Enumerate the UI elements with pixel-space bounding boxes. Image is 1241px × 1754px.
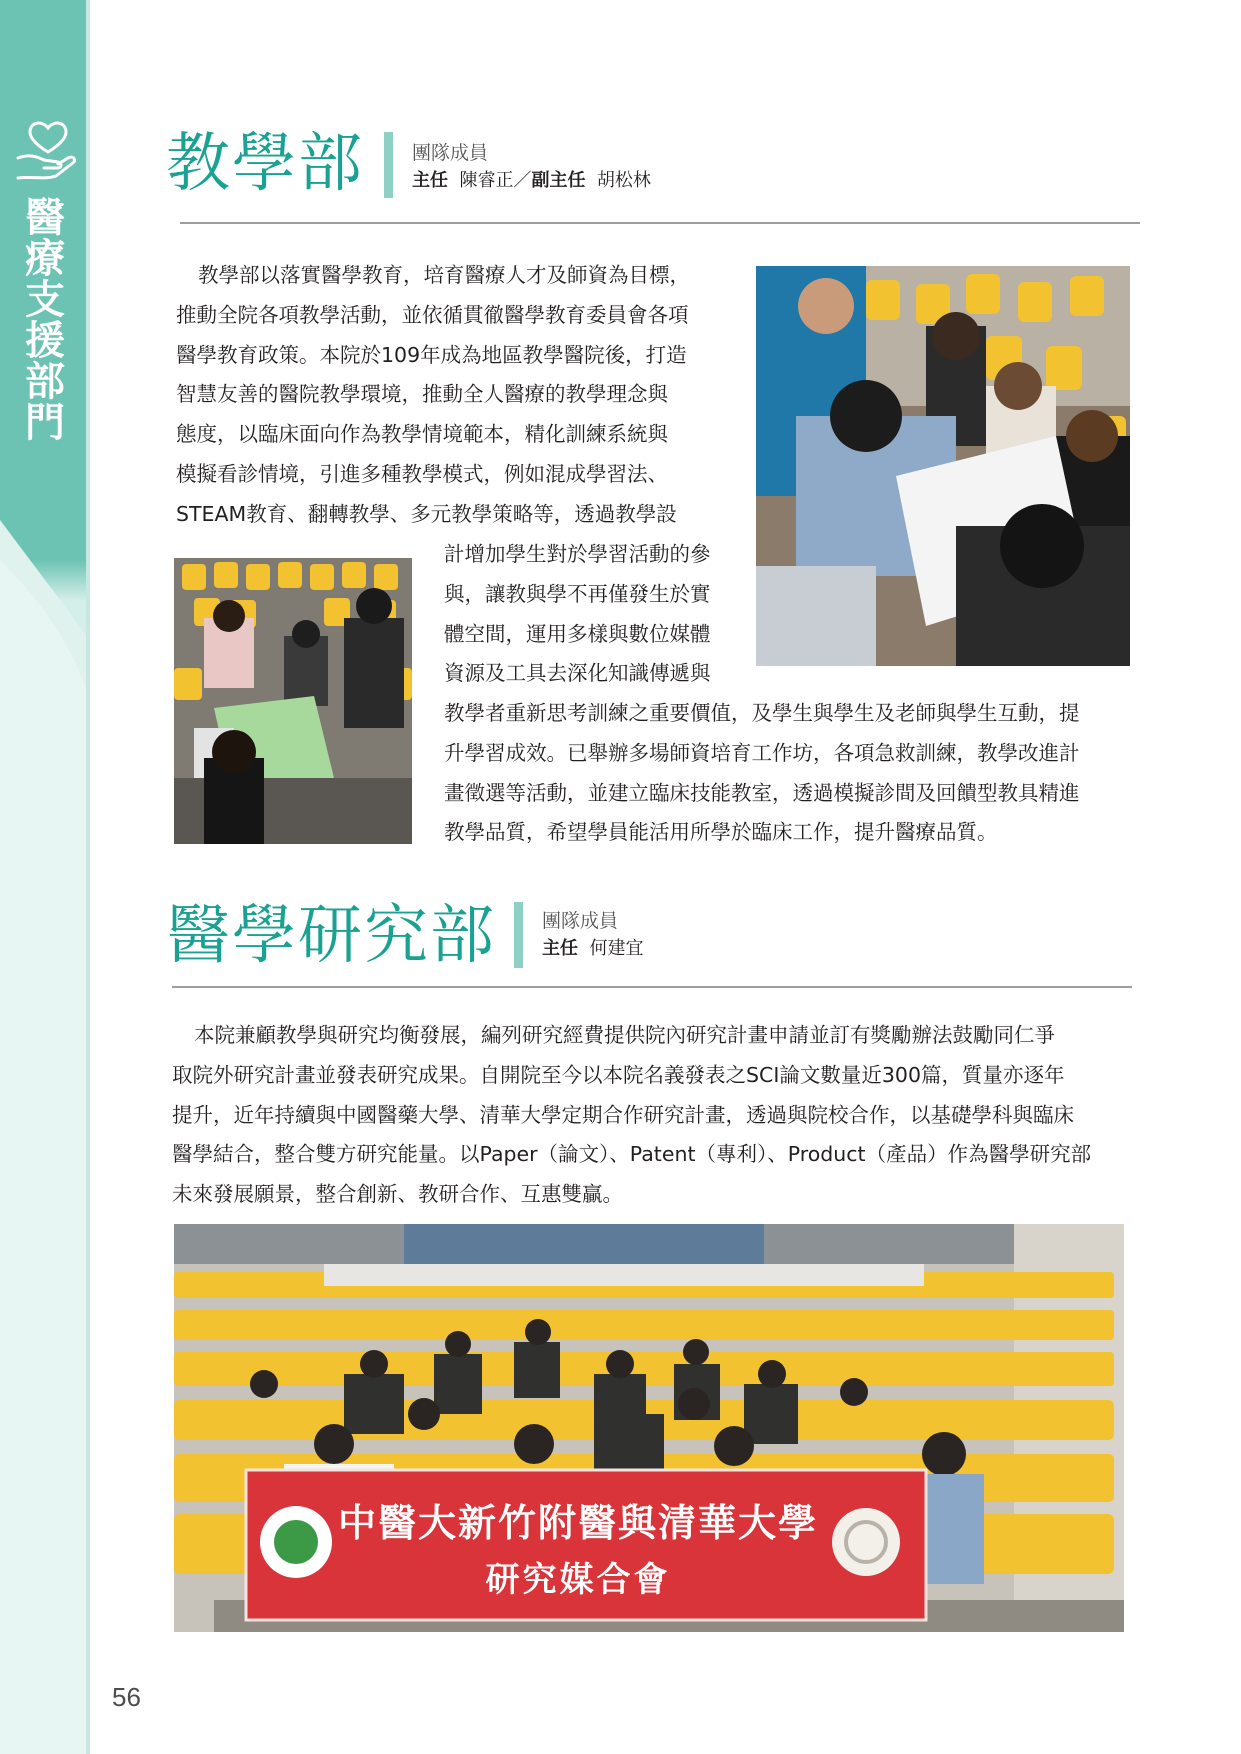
teaching-body-upper [176, 256, 724, 535]
page-number: 56 [112, 1682, 141, 1712]
body-line: 模擬看診情境，引進多種教學模式，例如混成學習法、 [176, 461, 668, 486]
body-line: 取院外研究計畫並發表研究成果。自開院至今以本院名義發表之SCI論文數量近300篇，質量亦逐年 [172, 1062, 1065, 1087]
member-separator: ／ [513, 170, 532, 191]
body-line: 本院兼顧教學與研究均衡發展，編列研究經費提供院內研究計畫申請並訂有獎勵辦法鼓勵同仁爭 [194, 1023, 1055, 1047]
body-line: 提升，近年持續與中國醫藥大學、清華大學定期合作研究計畫，透過與院校合作，以基礎學科與臨床 [172, 1102, 1074, 1127]
teaching-title-bar [384, 132, 393, 198]
sidebar-vertical-title: 醫療支援部門 [25, 195, 65, 446]
research-divider [172, 986, 1132, 988]
banner-text-line1: 中醫大新竹附醫與清華大學 [338, 1500, 819, 1545]
body-line: 體空間，運用多樣與數位媒體 [444, 621, 711, 646]
body-line: 態度，以臨床面向作為教學情境範本，精化訓練系統與 [176, 422, 668, 447]
body-line: 推動全院各項教學活動，並依循貫徹醫學教育委員會各項 [176, 302, 689, 327]
research-body [172, 1016, 1132, 1215]
teaching-workshop-photo [756, 266, 1130, 666]
research-team-label: 團隊成員 [542, 910, 619, 932]
body-line: 與，讓教與學不再僅發生於實 [444, 581, 711, 606]
body-line: 未來發展願景，整合創新、教研合作、互惠雙贏。 [172, 1182, 623, 1207]
heart-in-hand-icon [14, 118, 78, 190]
sidebar-edge-strip [86, 0, 90, 1754]
teaching-team-members [412, 166, 651, 192]
research-group-photo [174, 1224, 1124, 1632]
body-line: 醫學教育政策。本院於109年成為地區教學醫院後，打造 [176, 342, 687, 367]
member-name: 何建宜 [589, 938, 644, 959]
research-title-bar [514, 902, 523, 968]
teaching-divider [180, 222, 1140, 224]
body-line: 醫學結合，整合雙方研究能量。以Paper（論文）、Patent（專利）、Product（產品）作為醫學研究部 [172, 1142, 1092, 1167]
member-name: 陳睿正 [459, 170, 514, 191]
body-line: 計增加學生對於學習活動的參 [444, 542, 711, 566]
body-line: 畫徵選等活動，並建立臨床技能教室，透過模擬診間及回饋型教具精進 [444, 780, 1080, 805]
body-line: 升學習成效。已舉辦多場師資培育工作坊，各項急救訓練，教學改進計 [444, 740, 1080, 765]
research-section-title: 醫學研究部 [166, 899, 496, 973]
teaching-section-title: 教學部 [166, 127, 364, 201]
member-role: 主任 [412, 170, 448, 191]
teaching-team-label: 團隊成員 [412, 142, 489, 164]
member-role: 主任 [542, 938, 578, 959]
body-line: 教學者重新思考訓練之重要價值，及學生與學生及老師與學生互動，提 [444, 701, 1080, 725]
body-line: 資源及工具去深化知識傳遞與 [444, 661, 711, 686]
teaching-body-middle [444, 535, 734, 694]
body-line: 教學部以落實醫學教育，培育醫療人才及師資為目標， [198, 263, 690, 287]
body-line: 智慧友善的醫院教學環境，推動全人醫療的教學理念與 [176, 382, 668, 407]
member-name: 胡松林 [596, 170, 651, 191]
banner-text-line2: 研究媒合會 [485, 1560, 671, 1600]
body-line: 教學品質，希望學員能活用所學於臨床工作，提升醫療品質。 [444, 820, 998, 845]
member-role: 副主任 [531, 170, 586, 191]
body-line: STEAM教育、翻轉教學、多元教學策略等，透過教學設 [176, 501, 677, 526]
research-team-members [542, 934, 643, 960]
teaching-body-lower [444, 694, 1134, 853]
classroom-activity-photo [174, 558, 412, 844]
